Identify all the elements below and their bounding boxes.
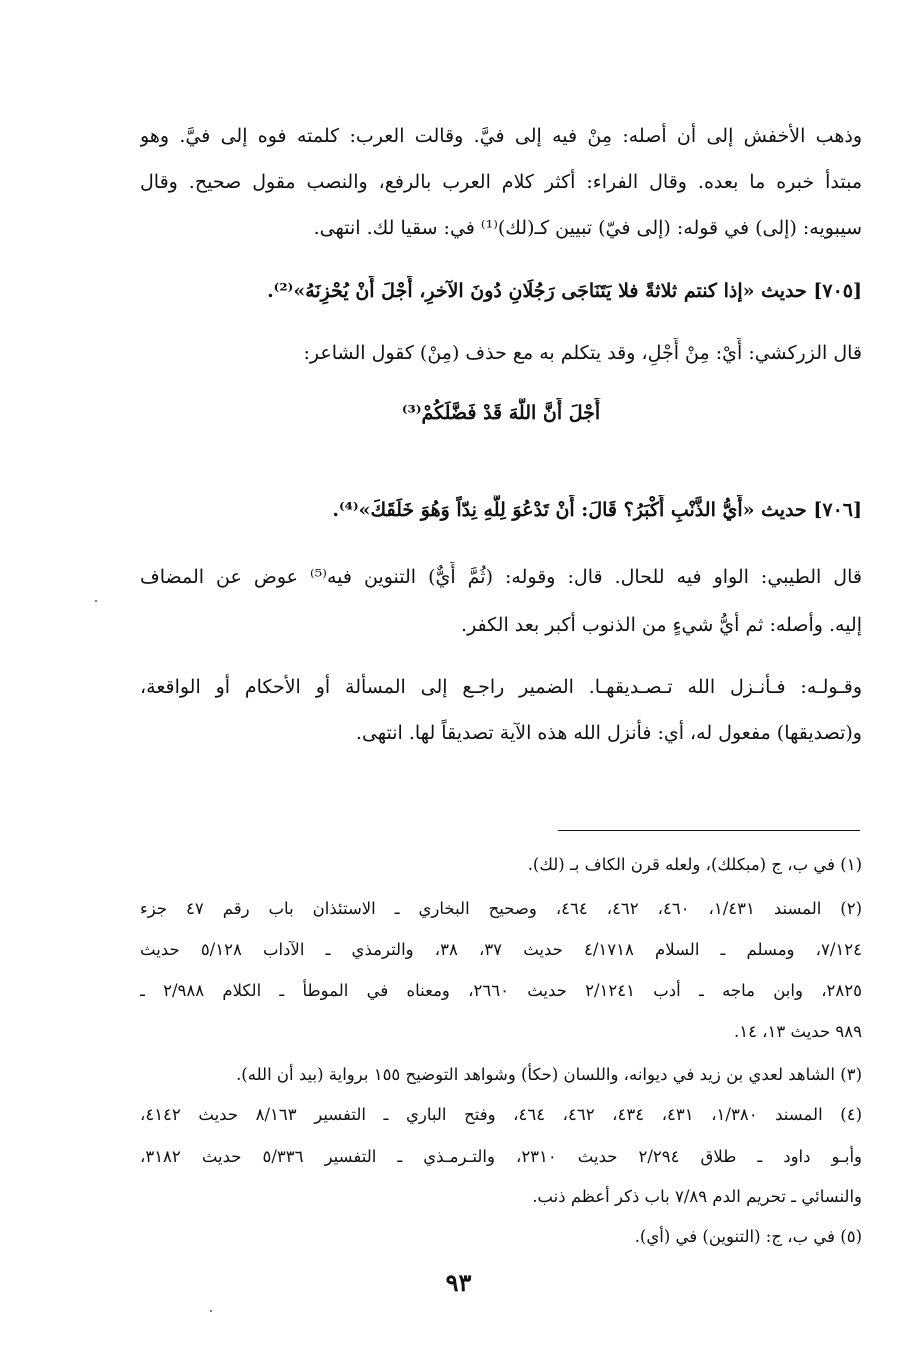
paragraph-line: وذهب الأخفش إلى أن أصله: مِنْ فيه إلى فيَّ. وقالت العرب: كلمته فوه إلى فيَّ. وهو	[140, 125, 862, 147]
footnote-4-line: وأبـو داود ـ طلاق ٢/٢٩٤ حديث ٢٣١٠، والتـرمـذي ـ التفسير ٥/٣٣٦ حديث ٣١٨٢،	[140, 1147, 862, 1166]
footnote-5: (٥) في ب، ج: (التنوين) في (أي).	[634, 1227, 862, 1246]
footnote-2-line: ٩٨٩ حديث ١٣، ١٤.	[733, 1022, 862, 1041]
hadith-heading-705: [٧٠٥] حديث «إذا كنتم ثلاثةً فلا يَتَنَاجَى رَجُلَانِ دُونَ الآخرِ، أَجْلَ أَنْ يُحْزِنَهُ»⁽²⁾.	[267, 280, 862, 302]
paragraph-line: وقـولـه: فـأنـزل الله تـصـديقهـا. الضمير راجـع إلى المسألة أو الأحكام أو الواقعة،	[140, 676, 862, 698]
scan-speck	[210, 1310, 212, 1312]
hadith-heading-706: [٧٠٦] حديث «أَيُّ الذَّنْبِ أَكْبَرُ؟ قَالَ: أَنْ تَدْعُوَ لِلَّهِ نِدّاً وَهُوَ خَلَقَكَ»⁽⁴⁾.	[332, 499, 862, 521]
paragraph-line: إليه. وأصله: ثم أيُّ شيءٍ من الذنوب أكبر بعد الكفر.	[461, 614, 862, 636]
footnote-2-line: ٢٨٢٥، وابن ماجه ـ أدب ٢/١٢٤١ حديث ٢٦٦٠، ومعناه في الموطأ ـ الكلام ٢/٩٨٨ ـ	[140, 981, 862, 1000]
page-number: ٩٣	[445, 1268, 472, 1297]
footnote-4-line: (٤) المسند ١/٣٨٠، ٤٣١، ٤٣٤، ٤٦٢، ٤٦٤، وفتح الباري ـ التفسير ٨/١٦٣ حديث ٤١٤٢،	[140, 1105, 862, 1124]
footnote-2-line: (٢) المسند ١/٤٣١، ٤٦٠، ٤٦٢، ٤٦٤، وصحيح البخاري ـ الاستئذان باب رقم ٤٧ جزء	[140, 899, 862, 918]
paragraph-line: مبتدأ خبره ما بعده. وقال الفراء: أكثر كلام العرب بالرفع، والنصب مقول صحيح. وقال	[140, 171, 862, 193]
paragraph-line: و(تصديقها) مفعول له، أي: فأنزل الله هذه الآية تصديقاً لها. انتهى.	[355, 722, 862, 744]
footnote-4-line: والنسائي ـ تحريم الدم ٧/٨٩ باب ذكر أعظم ذنب.	[532, 1187, 862, 1206]
paragraph-line: قال الزركشي: أَيْ: مِنْ أَجْلِ، وقد يتكلم به مع حذف (مِنْ) كقول الشاعر:	[303, 342, 862, 364]
footnote-3: (٣) الشاهد لعدي بن زيد في ديوانه، واللسان (حكأ) وشواهد التوضيح ١٥٥ برواية (بيد أن الله).	[236, 1065, 862, 1084]
poetry-verse: أَجْلَ أَنَّ اللَّهَ قَدْ فَضَّلَكُمْ⁽³⁾	[401, 402, 601, 424]
footnote-separator	[558, 830, 860, 831]
footnote-2-line: ٧/١٢٤، ومسلم ـ السلام ٤/١٧١٨ حديث ٣٧، ٣٨، والترمذي ـ الآداب ٥/١٢٨ حديث	[140, 940, 862, 959]
footnote-1: (١) في ب، ج (مبكلك)، ولعله قرن الكاف بـ (لك).	[527, 855, 862, 874]
scan-speck	[95, 600, 97, 602]
paragraph-line: قال الطيبي: الواو فيه للحال. قال: وقوله: (ثُمَّ أَيٌّ) التنوين فيه⁽⁵⁾ عوض عن المضاف	[140, 566, 862, 588]
paragraph-line: سيبويه: (إلى) في قوله: (إلى فيّ) تبيين كـ(لك)⁽¹⁾ في: سقيا لك. انتهى.	[313, 217, 862, 239]
